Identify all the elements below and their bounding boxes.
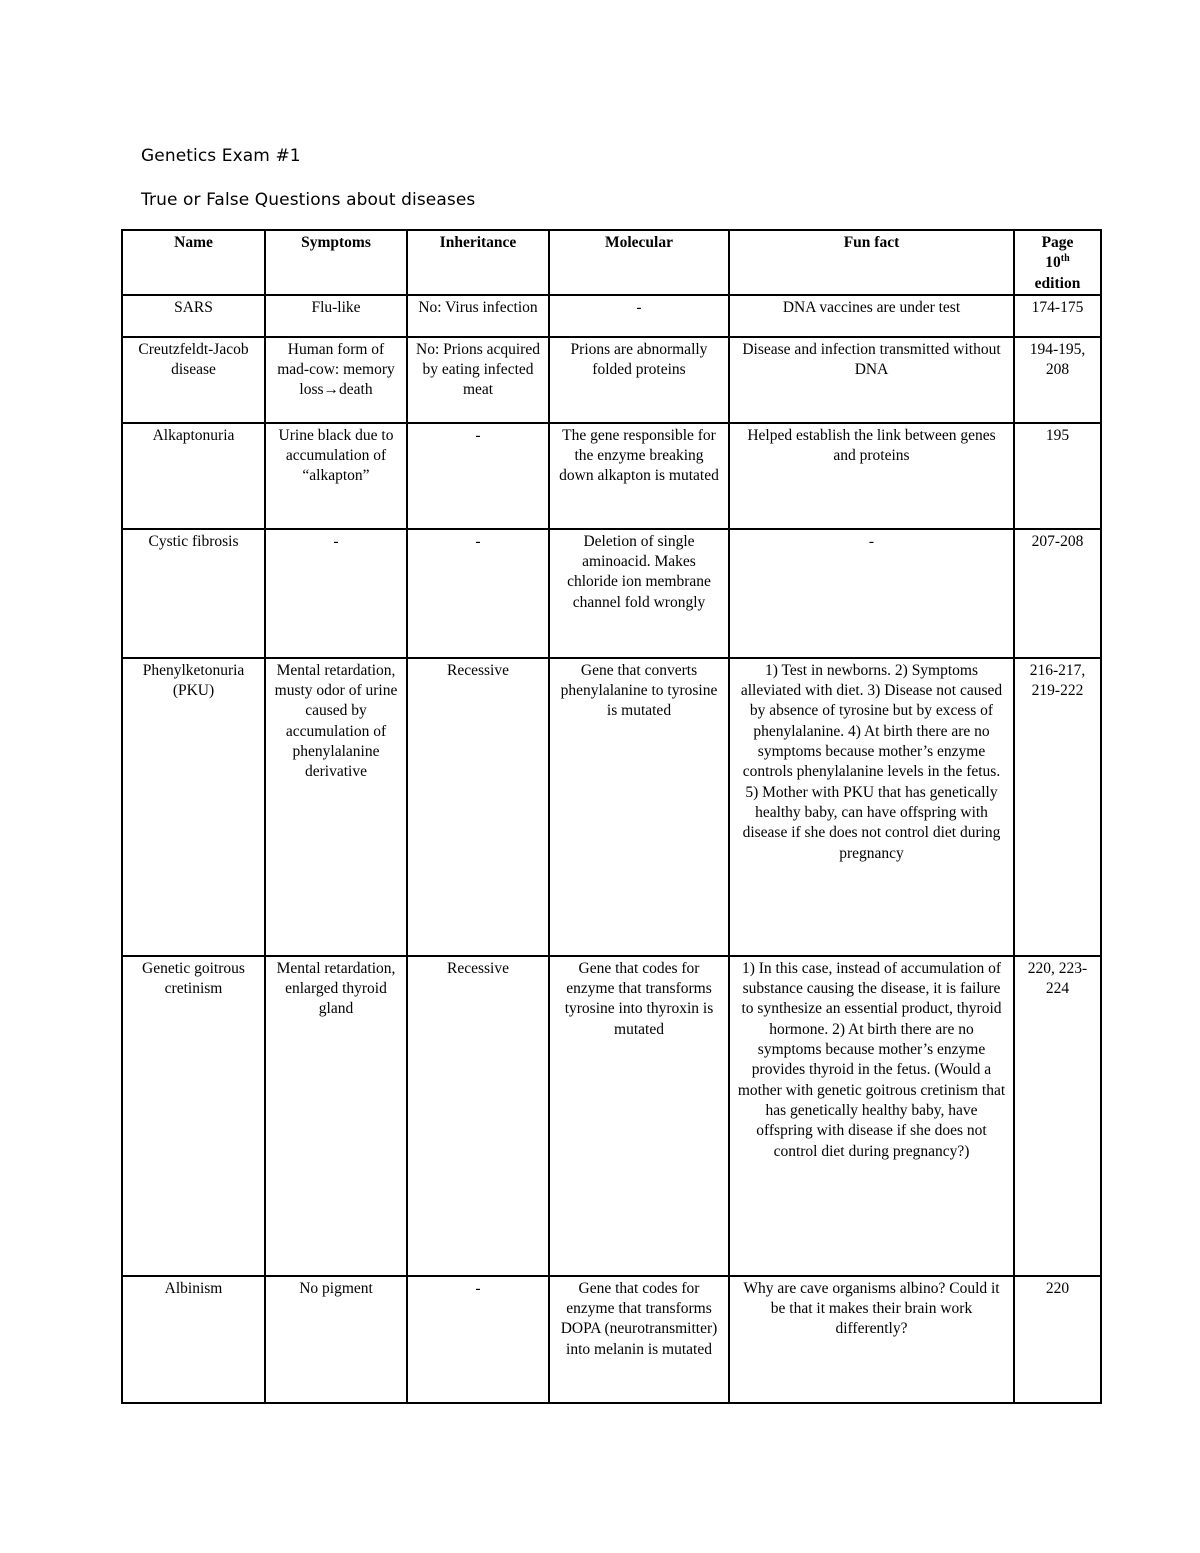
table-row <box>122 423 1101 529</box>
cell-page: 174-175 <box>1014 295 1101 337</box>
diseases-table <box>121 229 1102 1404</box>
cell-fun-fact: 1) In this case, instead of accumulation of substance causing the disease, it is failure to synthesize an essential product, thyroid hormone. 2) At birth there are no symptoms because mother’s enzyme provides thyroid in the fetus. (Would a mother with genetic goitrous cretinism that has genetically healthy baby, have offspring with disease if she does not control diet during pregnancy?) <box>729 956 1014 1276</box>
cell-molecular: - <box>549 295 729 337</box>
table-row <box>122 529 1101 658</box>
cell-inheritance: No: Prions acquired by eating infected meat <box>407 337 549 423</box>
cell-name: Phenylketonuria (PKU) <box>122 658 265 956</box>
cell-fun-fact: DNA vaccines are under test <box>729 295 1014 337</box>
cell-name: Genetic goitrous cretinism <box>122 956 265 1276</box>
header-symptoms: Symptoms <box>265 230 407 295</box>
table-row <box>122 658 1101 956</box>
cell-symptoms: Mental retardation, enlarged thyroid gland <box>265 956 407 1276</box>
header-fun-fact: Fun fact <box>729 230 1014 295</box>
table-row <box>122 956 1101 1276</box>
cell-molecular: Gene that codes for enzyme that transforms DOPA (neurotransmitter) into melanin is mutated <box>549 1276 729 1403</box>
cell-inheritance: - <box>407 423 549 529</box>
cell-fun-fact: 1) Test in newborns. 2) Symptoms alleviated with diet. 3) Disease not caused by absence of tyrosine but by excess of phenylalanine. 4) At birth there are no symptoms because mother’s enzyme controls phenylalanine levels in the fetus. 5) Mother with PKU that has genetically healthy baby, can have offspring with disease if she does not control diet during pregnancy <box>729 658 1014 956</box>
header-molecular: Molecular <box>549 230 729 295</box>
table-row <box>122 1276 1101 1403</box>
cell-molecular: Gene that converts phenylalanine to tyrosine is mutated <box>549 658 729 956</box>
cell-symptoms: Human form of mad-cow: memory loss→death <box>265 337 407 423</box>
header-row <box>122 230 1101 295</box>
cell-fun-fact: Disease and infection transmitted without DNA <box>729 337 1014 423</box>
cell-page: 216-217, 219-222 <box>1014 658 1101 956</box>
header-page-edition: edition <box>1034 274 1081 292</box>
cell-name: Albinism <box>122 1276 265 1403</box>
cell-page: 220 <box>1014 1276 1101 1403</box>
cell-inheritance: - <box>407 529 549 658</box>
cell-inheritance: - <box>407 1276 549 1403</box>
table-row <box>122 337 1101 423</box>
cell-inheritance: Recessive <box>407 956 549 1276</box>
document-subtitle: True or False Questions about diseases <box>141 190 476 210</box>
cell-fun-fact: Helped establish the link between genes and proteins <box>729 423 1014 529</box>
cell-symptoms: Flu-like <box>265 295 407 337</box>
cell-fun-fact: - <box>729 529 1014 658</box>
cell-page: 220, 223-224 <box>1014 956 1101 1276</box>
cell-name: Creutzfeldt-Jacob disease <box>122 337 265 423</box>
cell-inheritance: No: Virus infection <box>407 295 549 337</box>
cell-name: Cystic fibrosis <box>122 529 265 658</box>
table-row <box>122 295 1101 337</box>
cell-molecular: Prions are abnormally folded proteins <box>549 337 729 423</box>
cell-name: Alkaptonuria <box>122 423 265 529</box>
cell-molecular: Deletion of single aminoacid. Makes chloride ion membrane channel fold wrongly <box>549 529 729 658</box>
document-title: Genetics Exam #1 <box>141 146 301 166</box>
cell-name: SARS <box>122 295 265 337</box>
header-inheritance: Inheritance <box>407 230 549 295</box>
header-page-number: 10 <box>1045 254 1061 272</box>
cell-symptoms: No pigment <box>265 1276 407 1403</box>
header-name: Name <box>122 230 265 295</box>
header-page <box>1014 230 1101 295</box>
header-page-ordinal: th <box>1060 253 1070 265</box>
cell-page: 195 <box>1014 423 1101 529</box>
cell-symptoms: - <box>265 529 407 658</box>
cell-inheritance: Recessive <box>407 658 549 956</box>
cell-page: 194-195, 208 <box>1014 337 1101 423</box>
header-page-label: Page <box>1041 234 1074 251</box>
cell-molecular: The gene responsible for the enzyme breaking down alkapton is mutated <box>549 423 729 529</box>
cell-symptoms: Urine black due to accumulation of “alkapton” <box>265 423 407 529</box>
cell-symptoms: Mental retardation, musty odor of urine caused by accumulation of phenylalanine derivative <box>265 658 407 956</box>
cell-molecular: Gene that codes for enzyme that transforms tyrosine into thyroxin is mutated <box>549 956 729 1276</box>
cell-fun-fact: Why are cave organisms albino? Could it be that it makes their brain work differently? <box>729 1276 1014 1403</box>
cell-page: 207-208 <box>1014 529 1101 658</box>
